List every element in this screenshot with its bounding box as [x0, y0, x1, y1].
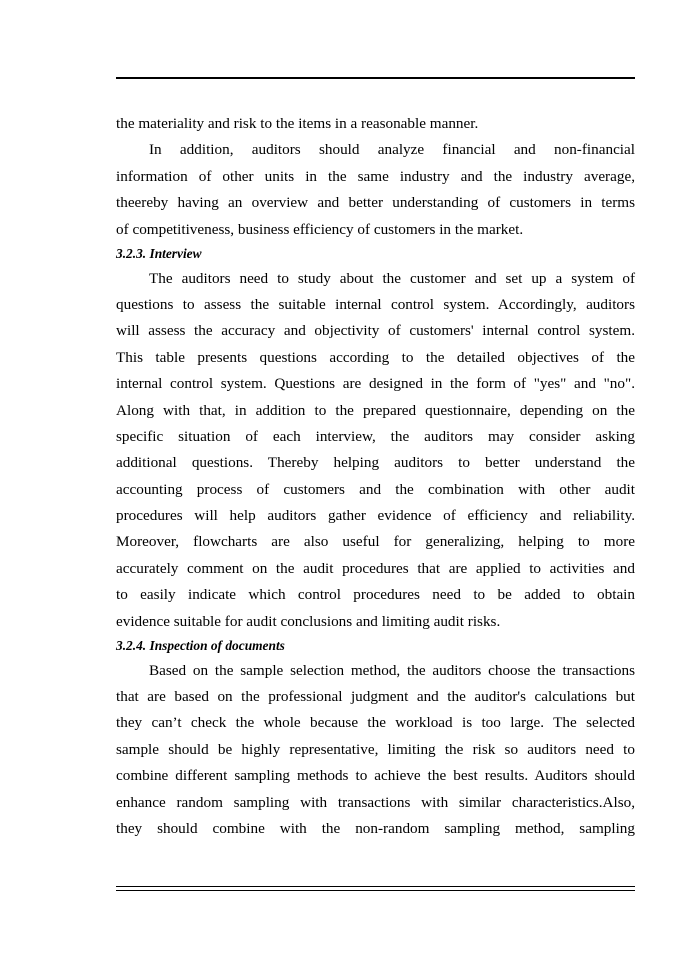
text-line: The auditors need to study about the customer and set up a system of	[149, 269, 635, 287]
text-line: specific situation of each interview, the auditors may consider asking	[116, 427, 635, 445]
text-line: evidence suitable for audit conclusions and limiting audit risks.	[116, 612, 501, 630]
paragraph	[116, 266, 635, 635]
text-line: internal control system. Questions are designed in the form of "yes" and "no".	[116, 375, 635, 393]
text-line: Moreover, flowcharts are also useful for generalizing, helping to more	[116, 533, 635, 551]
text-line: they should combine with the non-random sampling method, sampling	[116, 819, 635, 837]
text-line: questions to assess the suitable internal control system. Accordingly, auditors	[116, 295, 635, 313]
text-line: accounting process of customers and the combination with other audit	[116, 480, 635, 498]
section-heading: 3.2.4. Inspection of documents	[116, 638, 285, 654]
text-line: additional questions. Thereby helping auditors to better understand the	[116, 454, 635, 472]
text-line: will assess the accuracy and objectivity of customers' internal control system.	[116, 322, 635, 340]
section-heading: 3.2.3. Interview	[116, 245, 202, 261]
text-line: to easily indicate which control procedures need to be added to obtain	[116, 586, 635, 604]
text-line: accurately comment on the audit procedures that are applied to activities and	[116, 559, 635, 577]
text-line: procedures will help auditors gather evidence of efficiency and reliability.	[116, 507, 635, 525]
paragraph	[116, 111, 635, 137]
header-rule	[116, 77, 635, 79]
text-line: This table presents questions according to the detailed objectives of the	[116, 348, 635, 366]
paragraph	[116, 137, 635, 243]
text-line: sample should be highly representative, limiting the risk so auditors need to	[116, 740, 635, 758]
page-body	[116, 111, 635, 842]
text-line: enhance random sampling with transactions with similar characteristics.Also,	[116, 793, 635, 811]
paragraph	[116, 658, 635, 843]
text-line: the materiality and risk to the items in a reasonable manner.	[116, 115, 479, 132]
text-line: In addition, auditors should analyze financial and non-financial	[149, 141, 635, 159]
text-line: that are based on the professional judgment and the auditor's calculations but	[116, 688, 635, 705]
text-line: they can’t check the whole because the workload is too large. The selected	[116, 714, 635, 732]
text-line: of competitiveness, business efficiency of customers in the market.	[116, 220, 524, 238]
text-line: Based on the sample selection method, the auditors choose the transactions	[149, 661, 635, 679]
text-line: Along with that, in addition to the prepared questionnaire, depending on the	[116, 401, 635, 419]
text-line: information of other units in the same industry and the industry average,	[116, 167, 635, 185]
text-line: combine different sampling methods to achieve the best results. Auditors should	[116, 767, 635, 785]
footer-rule	[116, 886, 635, 891]
text-line: theereby having an overview and better understanding of customers in terms	[116, 194, 635, 212]
